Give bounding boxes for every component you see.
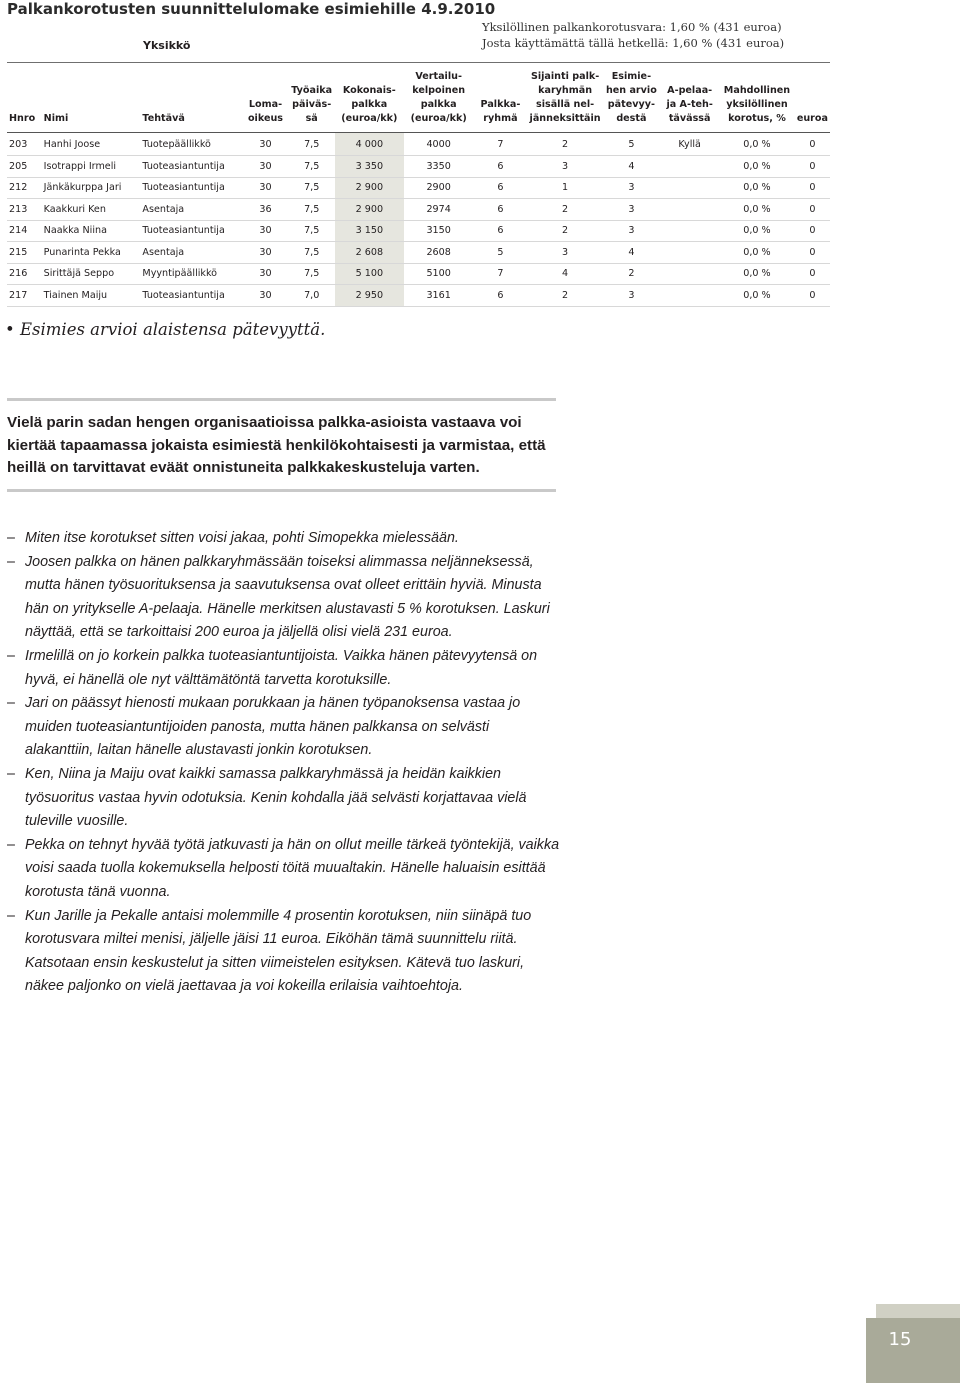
list-item (7, 551, 560, 645)
cell-pay-group: 6 (473, 199, 527, 221)
cell-total-pay: 3 350 (335, 156, 404, 178)
col-header-raise-percent: Mahdollinen yksilöllinen korotus, % (723, 84, 791, 124)
cell-comparable-pay: 2974 (404, 199, 473, 221)
cell-raise-percent: 0,0 % (719, 199, 795, 221)
cell-a-player (660, 177, 719, 199)
cell-competence: 3 (603, 177, 661, 199)
cell-a-player (660, 263, 719, 285)
cell-vacation: 30 (242, 177, 288, 199)
cell-name: Isotrappi Irmeli (42, 156, 141, 178)
cell-hnro: 212 (7, 177, 42, 199)
cell-euros: 0 (795, 156, 830, 178)
cell-name: Jänkäkurppa Jari (42, 177, 141, 199)
col-header-quartile: Sijainti palk- karyhmän sisällä nel- jänneksittäin (529, 71, 601, 124)
cell-workhours: 7,5 (289, 156, 335, 178)
cell-total-pay: 3 150 (335, 220, 404, 242)
cell-pay-group: 7 (473, 263, 527, 285)
table-row (7, 242, 830, 264)
cell-a-player (660, 199, 719, 221)
cell-role: Asentaja (140, 199, 242, 221)
cell-euros: 0 (795, 263, 830, 285)
list-item (7, 905, 560, 999)
col-header-vacation: Loma- oikeus (247, 98, 284, 124)
col-header-workhours: Työaika päiväs- sä (291, 84, 333, 124)
col-header-comparable-pay: Vertailu- kelpoinen palkka (euroa/kk) (410, 71, 467, 124)
cell-competence: 3 (603, 220, 661, 242)
lead-rule-bottom (7, 489, 556, 492)
cell-competence: 2 (603, 263, 661, 285)
dash-icon: – (7, 695, 15, 712)
cell-name: Kaakkuri Ken (42, 199, 141, 221)
list-item (7, 692, 560, 763)
cell-comparable-pay: 2900 (404, 177, 473, 199)
unused-budget-line: Josta käyttämättä tällä hetkellä: 1,60 % (431 euroa) (482, 36, 785, 50)
dash-icon: – (7, 647, 15, 664)
cell-euros: 0 (795, 177, 830, 199)
thought-list (7, 527, 560, 999)
cell-name: Tiainen Maiju (42, 285, 141, 307)
cell-role: Tuoteasiantuntija (140, 156, 242, 178)
cell-hnro: 203 (7, 132, 42, 156)
cell-pay-group: 7 (473, 132, 527, 156)
cell-raise-percent: 0,0 % (719, 285, 795, 307)
cell-a-player (660, 242, 719, 264)
table-row (7, 263, 830, 285)
list-item (7, 763, 560, 834)
cell-competence: 4 (603, 242, 661, 264)
cell-role: Tuoteasiantuntija (140, 220, 242, 242)
dash-icon: – (7, 907, 15, 924)
cell-total-pay: 4 000 (335, 132, 404, 156)
divider (7, 62, 830, 63)
cell-role: Myyntipäällikkö (140, 263, 242, 285)
raise-budget-line: Yksilöllinen palkankorotusvara: 1,60 % (431 euroa) (482, 20, 782, 34)
cell-a-player (660, 285, 719, 307)
cell-vacation: 30 (242, 263, 288, 285)
col-header-hnro: Hnro (9, 112, 36, 124)
cell-name: Hanhi Joose (42, 132, 141, 156)
cell-euros: 0 (795, 220, 830, 242)
col-header-role: Tehtävä (142, 112, 185, 124)
page-number: 15 (888, 1329, 912, 1350)
unit-label: Yksikkö (143, 39, 191, 52)
cell-comparable-pay: 3350 (404, 156, 473, 178)
cell-competence: 4 (603, 156, 661, 178)
cell-a-player (660, 220, 719, 242)
lead-rule-top (7, 398, 556, 401)
cell-total-pay: 5 100 (335, 263, 404, 285)
cell-comparable-pay: 4000 (404, 132, 473, 156)
cell-role: Tuoteasiantuntija (140, 177, 242, 199)
cell-workhours: 7,5 (289, 220, 335, 242)
cell-name: Punarinta Pekka (42, 242, 141, 264)
cell-quartile: 1 (528, 177, 603, 199)
list-item-text: Ken, Niina ja Maiju ovat kaikki samassa palkkaryhmässä ja heidän kaikkien työsuoritus vastaa hyvin odotuksia. Kenin kohdalla jää selvästi korjattavaa vielä tuleville vuosille. (25, 765, 527, 830)
cell-total-pay: 2 900 (335, 177, 404, 199)
col-header-total-pay: Kokonais- palkka (euroa/kk) (341, 84, 398, 124)
cell-pay-group: 5 (473, 242, 527, 264)
list-item-text: Kun Jarille ja Pekalle antaisi molemmille 4 prosentin korotuksen, niin siinäpä tuo korotusvara miltei menisi, jäljelle jäisi 11 euroa. Eiköhän tämä suunnittelu riitä. Katsotaan ensin keskustelut ja sitten viimeistelen esityksen. Kätevä tuo laskuri, näkee paljonko on vielä jaettavaa ja voi kokeilla erilaisia vaihtoehtoja. (25, 907, 532, 995)
list-item (7, 834, 560, 905)
table-row (7, 220, 830, 242)
col-header-a-player: A-pelaa- ja A-teh- tävässä (666, 84, 713, 124)
cell-quartile: 2 (528, 199, 603, 221)
cell-a-player (660, 156, 719, 178)
cell-quartile: 3 (528, 242, 603, 264)
list-item-text: Jari on päässyt hienosti mukaan porukkaan ja hänen työpanoksensa vastaa jo muiden tuoteasiantuntijoiden panosta, mutta hänen palkkansa on selvästi alakanttiin, laitan hänelle alustavasti jonkin korotuksen. (25, 695, 521, 759)
dash-icon: – (7, 530, 15, 546)
cell-hnro: 217 (7, 285, 42, 307)
cell-comparable-pay: 5100 (404, 263, 473, 285)
bullet-note: • Esimies arvioi alaistensa pätevyyttä. (5, 320, 326, 339)
cell-workhours: 7,5 (289, 263, 335, 285)
cell-competence: 5 (603, 132, 661, 156)
cell-hnro: 214 (7, 220, 42, 242)
cell-raise-percent: 0,0 % (719, 263, 795, 285)
cell-pay-group: 6 (473, 156, 527, 178)
cell-hnro: 215 (7, 242, 42, 264)
list-item-text: Joosen palkka on hänen palkkaryhmässään toiseksi alimmassa neljänneksessä, mutta hänen työsuorituksensa ja saavutuksensa ovat olleet erittäin hyviä. Minusta hän on yritykselle A-pelaaja. Hänelle merkitsen alustavasti 5 % korotuksen. Laskuri näyttää, että se tarkoittaisi 200 euroa ja jäljellä olisi vielä 231 euroa. (25, 553, 550, 641)
cell-hnro: 205 (7, 156, 42, 178)
dash-icon: – (7, 553, 15, 570)
cell-pay-group: 6 (473, 285, 527, 307)
cell-workhours: 7,0 (289, 285, 335, 307)
cell-raise-percent: 0,0 % (719, 156, 795, 178)
cell-euros: 0 (795, 199, 830, 221)
cell-euros: 0 (795, 242, 830, 264)
cell-vacation: 30 (242, 132, 288, 156)
cell-total-pay: 2 608 (335, 242, 404, 264)
cell-euros: 0 (795, 285, 830, 307)
table-row (7, 132, 830, 156)
cell-raise-percent: 0,0 % (719, 220, 795, 242)
cell-comparable-pay: 3161 (404, 285, 473, 307)
table-row (7, 285, 830, 307)
list-item-text: Irmelillä on jo korkein palkka tuoteasiantuntijoista. Vaikka hänen pätevyytensä on hyvä, ei hänellä ole nyt välttämätöntä tarvetta korotuksille. (25, 647, 538, 688)
cell-name: Naakka Niina (42, 220, 141, 242)
cell-vacation: 30 (242, 156, 288, 178)
cell-vacation: 30 (242, 285, 288, 307)
col-header-pay-group: Palkka- ryhmä (480, 98, 521, 124)
cell-vacation: 30 (242, 220, 288, 242)
cell-pay-group: 6 (473, 177, 527, 199)
cell-role: Tuoteasiantuntija (140, 285, 242, 307)
list-item (7, 645, 560, 692)
cell-competence: 3 (603, 199, 661, 221)
col-header-competence: Esimie- hen arvio pätevyy- destä (605, 71, 657, 124)
cell-quartile: 3 (528, 156, 603, 178)
cell-comparable-pay: 3150 (404, 220, 473, 242)
cell-raise-percent: 0,0 % (719, 132, 795, 156)
cell-vacation: 36 (242, 199, 288, 221)
salary-table (7, 70, 830, 307)
cell-workhours: 7,5 (289, 177, 335, 199)
table-header-row (7, 70, 830, 132)
list-item-text: Pekka on tehnyt hyvää työtä jatkuvasti ja hän on ollut meille tärkeä työntekijä, vaikka voisi saada tuolla kokemuksella helposti töitä muualtakin. Hänelle haluaisin esittää korotusta tänä vuonna. (25, 836, 560, 900)
cell-total-pay: 2 900 (335, 199, 404, 221)
cell-workhours: 7,5 (289, 242, 335, 264)
cell-comparable-pay: 2608 (404, 242, 473, 264)
dash-icon: – (7, 836, 15, 853)
cell-raise-percent: 0,0 % (719, 242, 795, 264)
cell-quartile: 4 (528, 263, 603, 285)
cell-euros: 0 (795, 132, 830, 156)
cell-a-player: Kyllä (660, 132, 719, 156)
table-row (7, 177, 830, 199)
cell-raise-percent: 0,0 % (719, 177, 795, 199)
cell-workhours: 7,5 (289, 132, 335, 156)
cell-name: Sirittäjä Seppo (42, 263, 141, 285)
lead-paragraph: Vielä parin sadan hengen organisaatioissa palkka-asioista vastaava voi kiertää tapaamassa jokaista esimiestä henkilökohtaisesti ja varmistaa, että heillä on tarvittavat eväät onnistuneita palkkakeskusteluja varten. (7, 414, 546, 476)
cell-quartile: 2 (528, 132, 603, 156)
cell-hnro: 216 (7, 263, 42, 285)
cell-quartile: 2 (528, 220, 603, 242)
cell-hnro: 213 (7, 199, 42, 221)
cell-total-pay: 2 950 (335, 285, 404, 307)
cell-vacation: 30 (242, 242, 288, 264)
cell-role: Asentaja (140, 242, 242, 264)
page-title: Palkankorotusten suunnittelulomake esimiehille 4.9.2010 (7, 0, 496, 18)
list-item (7, 527, 560, 551)
cell-competence: 3 (603, 285, 661, 307)
dash-icon: – (7, 765, 15, 782)
list-item-text: Miten itse korotukset sitten voisi jakaa, pohti Simopekka mielessään. (25, 530, 459, 546)
cell-role: Tuotepäällikkö (140, 132, 242, 156)
col-header-name: Nimi (43, 112, 69, 124)
table-row (7, 156, 830, 178)
cell-pay-group: 6 (473, 220, 527, 242)
cell-workhours: 7,5 (289, 199, 335, 221)
cell-quartile: 2 (528, 285, 603, 307)
col-header-euros: euroa (796, 112, 828, 124)
table-row (7, 199, 830, 221)
